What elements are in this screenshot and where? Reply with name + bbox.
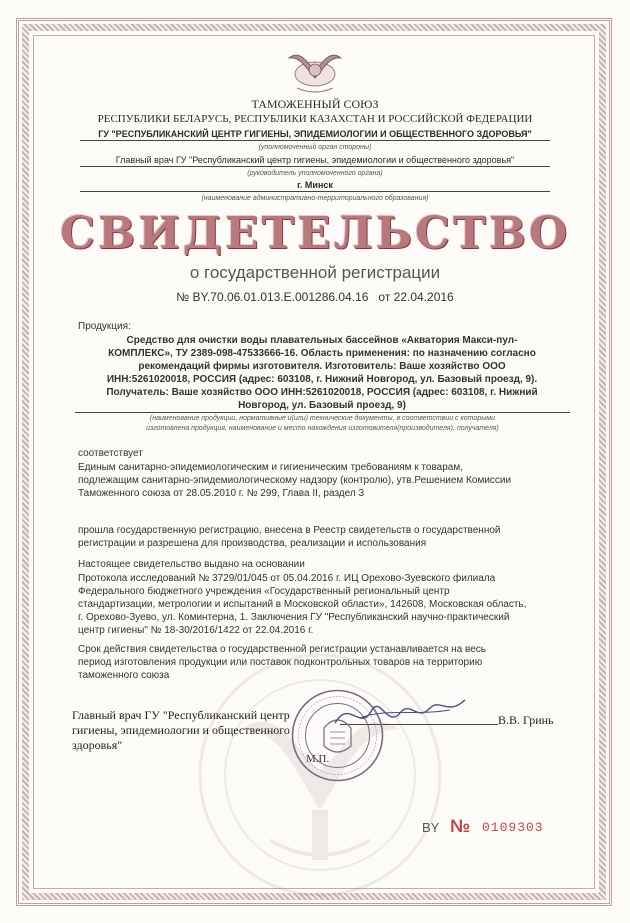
signatory-name: В.В. Гринь xyxy=(498,713,554,727)
union-title: ТАМОЖЕННЫЙ СОЮЗ xyxy=(251,97,379,111)
product-divider xyxy=(75,412,570,413)
product-label: Продукция: xyxy=(78,321,131,332)
registration-text xyxy=(78,524,578,550)
city-name: г. Минск xyxy=(80,180,550,192)
signatory-position xyxy=(72,708,290,753)
basis-line: центр гигиены" № 18-30/2016/1422 от 22.04.2016 г. xyxy=(78,625,314,636)
handwritten-signature-icon xyxy=(330,688,470,738)
serial-number: 0109303 xyxy=(482,820,544,835)
product-line: ИНН:5261020018, РОССИЯ (адрес: 603108, г. Нижний Новгород, ул. Базовый проезд, 9). xyxy=(106,374,538,385)
conformity-text xyxy=(78,461,578,500)
authority-name: ГУ "РЕСПУБЛИКАНСКИЙ ЦЕНТР ГИГИЕНЫ, ЭПИДЕМИОЛОГИИ И ОБЩЕСТВЕННОГО ЗДОРОВЬЯ" xyxy=(80,129,550,141)
basis-line: Федерального бюджетного учреждения «Государственный региональный центр xyxy=(78,586,450,597)
basis-label: Настоящее свидетельство выдано на основании xyxy=(78,559,305,570)
registration-line: регистрации и разрешена для производства, реализации и использования xyxy=(78,538,427,549)
product-line: Средство для очистки воды плавательных бассейнов «Акватория Макси-пул- xyxy=(126,335,518,346)
conformity-label: соответствует xyxy=(78,448,143,459)
certificate-title: СВИДЕТЕЛЬСТВО xyxy=(60,208,571,259)
conformity-line: Таможенного союза от 28.05.2010 г. № 299, Глава II, раздел 3 xyxy=(78,488,365,499)
basis-line: стандартизации, метрологии и испытаний в Московской области», 142608, Московская область, xyxy=(78,599,527,610)
certificate-subtitle: о государственной регистрации xyxy=(189,263,441,282)
product-line: Получатель: Ваше хозяйство ООО ИНН:5261020018, РОССИЯ (адрес: 603108, г. Нижний xyxy=(106,387,538,398)
conformity-line: подлежащим санитарно-эпидемиологическому надзору (контролю), утв.Решением Комиссии xyxy=(78,475,512,486)
signatory-position-line: Главный врач ГУ "Республиканский центр xyxy=(72,708,290,722)
signatory-position-line: здоровья" xyxy=(72,738,123,752)
validity-line: таможенного союза xyxy=(78,670,170,681)
basis-line: Протокола исследований № 3729/01/045 от 05.04.2016 г. ИЦ Орехово-Зуевского филиала xyxy=(78,573,496,584)
basis-line: г. Орехово-Зуево, ул. Коминтерна, 1. Заключения ГУ "Республиканский научно-практический xyxy=(78,612,510,623)
validity-line: период изготовления продукции или поставок подконтрольных товаров на территорию xyxy=(78,657,483,668)
city-note: (наименование административно-территориального образования) xyxy=(201,195,429,202)
product-note-line: (наименование продукции, нормативные и(или) технические документы, в соответствии с которыми xyxy=(149,415,496,422)
countries-line: РЕСПУБЛИКИ БЕЛАРУСЬ, РЕСПУБЛИКИ КАЗАХСТАН И РОССИЙСКОЙ ФЕДЕРАЦИИ xyxy=(97,113,533,125)
registration-line: прошла государственную регистрацию, внесена в Реестр свидетельств о государственной xyxy=(78,525,501,536)
certificate-number: № BY.70.06.01.013.E.001286.04.16 от 22.04.2016 xyxy=(176,290,454,304)
head-note: (руководитель уполномоченного органа) xyxy=(247,170,383,177)
product-line: КОМПЛЕКС», ТУ 2389-098-47533666-16. Область применения: по назначению согласно xyxy=(108,348,536,359)
signatory-position-line: гигиены, эпидемиологии и общественного xyxy=(72,723,290,737)
conformity-line: Единым санитарно-эпидемиологическим и гигиеническим требованиям к товарам, xyxy=(78,462,463,473)
head-position: Главный врач ГУ "Республиканский центр гигиены, эпидемиологии и общественного здоровья" xyxy=(80,155,550,167)
product-note-line: изготовлена продукция, наименование и место нахождения изготовителя(производителя), получателя) xyxy=(146,425,499,432)
product-line: Новгород, ул. Базовый проезд, 9) xyxy=(238,400,406,411)
serial-country: BY xyxy=(422,820,440,835)
authority-note: (уполномоченный орган стороны) xyxy=(258,144,372,151)
customs-union-emblem-icon xyxy=(283,44,347,96)
product-line: рекомендаций фирмы изготовителя. Изготовитель: Ваше хозяйство ООО xyxy=(138,361,506,372)
stamp-placeholder: М.П. xyxy=(306,753,330,765)
serial-number-sign: № xyxy=(450,816,471,836)
basis-text xyxy=(78,572,578,637)
product-description xyxy=(72,334,572,412)
product-note xyxy=(70,414,575,434)
validity-line: Срок действия свидетельства о государственной регистрации устанавливается на весь xyxy=(78,644,486,655)
